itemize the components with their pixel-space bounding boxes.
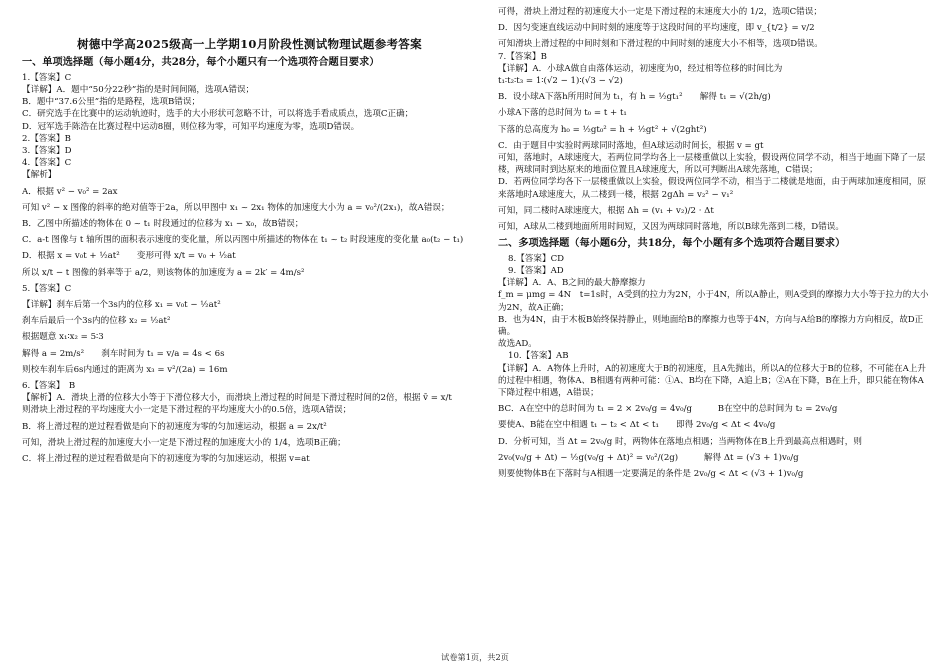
answer-line: 2.【答案】B: [22, 133, 71, 144]
equation-line: 刹车后最后一个3s内的位移 x₂ = ½at²: [22, 316, 171, 327]
equation-line: D．根据 x = v₀t + ½at² 变形可得 x/t = v₀ + ½at: [22, 251, 236, 262]
answer-line: 【详解】A．A物体上升时，A的初速度大于B的初速度，且A先抛出，所以A的位移大于B的位移，不可能在A上升的过程中相遇，物体A、B相遇有两种可能：①A、B均在下降，A追上B；②A在下降，B在上升，即只能在物体A下降过程中相遇，A错误；: [498, 363, 926, 398]
answer-line: 可知滑块上滑过程的中间时刻和下滑过程的中间时刻的速度大小不相等，选项D错误。: [498, 39, 823, 50]
left-column: [22, 6, 477, 469]
page-footer: 试卷第1页，共2页: [441, 652, 509, 662]
answer-line: C．由于题目中实验时两球同时落地，但A球运动时间长，根据 v = gt: [498, 140, 764, 151]
equation-line: 可知，滑块上滑过程的加速度大小一定是下滑过程的加速度大小的 1/4，选项B正确；: [22, 437, 346, 448]
answer-line: 可得，滑块上滑过程的初速度大小一定是下滑过程的末速度大小的 1/2，选项C错误；: [498, 7, 822, 17]
equation-line: C．将上滑过程的逆过程看做是向下的初速度为零的匀加速运动，根据 v=at: [22, 454, 310, 465]
answer-line: 【详解】A．题中“50分22秒”指的是时间间隔，选项A错误；: [22, 85, 255, 96]
answer-line: D．若两位同学均各下一层楼重做以上实验，假设两位同学不动，相当于二楼就是地面，由于两球加速度相同，原来落地时A球速度大，从二楼到一楼，根据 2gΔh = v₂² − v₁²: [498, 177, 926, 200]
equation-line: D．因匀变速直线运动中间时刻的速度等于这段时间的平均速度，即 v_{t/2} = v/2: [498, 23, 815, 34]
equation-line: B．乙图中所描述的物体在 0 ~ t₁ 时段通过的位移为 x₁ − x₀，故B错误；: [22, 219, 304, 230]
equation-line: D．分析可知，当 Δt = 2v₀/g 时，两物体在落地点相遇；当两物体在B上升到最高点相遇时，则: [498, 436, 862, 447]
answer-line: 3.【答案】D: [22, 146, 72, 157]
equation-line: 所以 x/t − t 图像的斜率等于 a/2，则该物体的加速度为 a = 2k′ = 4m/s²: [22, 267, 305, 278]
answer-line: C．研究选手在比赛中的运动轨迹时，选手的大小形状可忽略不计，可以将选手看成质点，选项C正确；: [22, 109, 414, 120]
answer-line: 则滑块上滑过程的平均速度大小一定是下滑过程的平均速度大小的0.5倍，选项A错误；: [22, 405, 352, 416]
answer-line: t₁∶t₂∶t₃ = 1∶(√2 − 1)∶(√3 − √2): [498, 76, 623, 87]
equation-line: A．根据 v² − v₀² = 2ax: [22, 186, 118, 197]
answer-line: 可知，落地时，A球速度大，若两位同学均各上一层楼重做以上实验，假设两位同学不动，相当于地面下降了一层楼，两球同时到达原来的地面位置且A球速度大，所以可判断出A球先落地，C错误；: [498, 153, 926, 176]
answer-line: 5.【答案】C: [22, 283, 72, 294]
answer-line: 10.【答案】AB: [508, 351, 569, 362]
answer-line: 9.【答案】AD: [508, 265, 564, 276]
equation-line: 则要使物体B在下落时与A相遇一定要满足的条件是 2v₀/g < Δt < (√3 + 1)v₀/g: [498, 468, 804, 479]
answer-line: C．a-t 图像与 t 轴所围的面积表示速度的变化量，所以丙图中所描述的物体在 t₁ ~ t₂ 时段速度的变化量 a₀(t₂ − t₁): [22, 235, 464, 246]
answer-line: 8.【答案】CD: [508, 253, 565, 264]
equation-line: 可知，同二楼时A球速度大，根据 Δh = (v₁ + v₂)/2 · Δt: [498, 205, 714, 216]
equation-line: 可知 v² − x 图像的斜率的绝对值等于2a，所以甲图中 x₁ ~ 2x₁ 物体的加速度大小为 a = v₀²/(2x₁)，故A错误；: [22, 202, 450, 213]
answer-line: 4.【答案】C: [22, 158, 72, 169]
answer-line: 1.【答案】C: [22, 72, 72, 83]
answer-line: 6.【答案】 B: [22, 381, 76, 392]
equation-line: B．将上滑过程的逆过程看做是向下的初速度为零的匀加速运动，根据 a = 2x/t²: [22, 421, 327, 432]
equation-line: 2v₀(v₀/g + Δt) − ½g(v₀/g + Δt)² = v₀²/(2g) 解得 Δt = (√3 + 1)v₀/g: [498, 452, 799, 463]
answer-line: 【解析】: [22, 170, 57, 181]
answer-line: 可知，A球从二楼到地面所用时间短，又因为两球同时落地，所以B球先落到二楼，D错误。: [498, 222, 844, 233]
answer-line: B．也为4N，由于木板B始终保持静止，则地面给B的摩擦力也等于4N，方向与A给B的摩擦力方向相反，故D正确。: [498, 314, 924, 337]
equation-line: 要使A、B能在空中相遇 t₁ − t₂ < Δt < t₁ 即得 2v₀/g < Δt < 4v₀/g: [498, 420, 776, 431]
answer-line: 根据题意 x₁∶x₂ = 5∶3: [22, 332, 104, 343]
answer-line: 小球A下落的总时间为 t₀ = t + t₁: [498, 108, 627, 119]
answer-line: 【解析】A．滑块上滑的位移大小等于下滑位移大小，而滑块上滑过程的时间是下滑过程时间的2倍，根据 v̄ = x/t: [22, 393, 452, 404]
answer-line: D．冠军选手陈浩在比赛过程中运动8圈，则位移为零，可知平均速度为零，选项D错误。: [22, 121, 360, 132]
equation-line: BC．A在空中的总时间为 t₁ = 2 × 2v₀/g = 4v₀/g B在空中的总时间为 t₂ = 2v₀/g: [498, 404, 838, 415]
answer-line: 【详解】A．A、B之间的最大静摩擦力: [498, 278, 646, 289]
right-column: [498, 6, 930, 484]
section-single-choice-heading: 一、单项选择题（每小题4分，共28分，每个小题只有一个选项符合题目要求）: [22, 56, 380, 69]
equation-line: B．设小球A下落h所用时间为 t₁，有 h = ½gt₁² 解得 t₁ = √(2h/g): [498, 92, 771, 103]
page-title: 树德中学高2025级高一上学期10月阶段性测试物理试题参考答案: [77, 37, 422, 51]
section-multi-choice-heading: 二、多项选择题（每小题6分，共18分，每个小题有多个选项符合题目要求）: [498, 237, 846, 250]
answer-line: B．题中“37.6公里”指的是路程，选项B错误；: [22, 97, 201, 108]
answer-line: 故选AD。: [498, 339, 537, 350]
equation-line: 则校车刹车后6s内通过的距离为 x₃ = v²/(2a) = 16m: [22, 364, 228, 375]
equation-line: 下落的总高度为 h₀ = ½gt₀² = h + ½gt² + √(2ght²): [498, 124, 707, 135]
equation-line: 解得 a = 2m/s² 刹车时间为 t₁ = v/a = 4s < 6s: [22, 348, 225, 359]
answer-line: 7.【答案】B: [498, 51, 547, 62]
answer-line: 【详解】A．小球A做自由落体运动，初速度为0，经过相等位移的时间比为: [498, 63, 783, 74]
equation-line: 【详解】刹车后第一个3s内的位移 x₁ = v₀t − ½at²: [22, 300, 221, 311]
answer-line: f_m = μmg = 4N t=1s时，A受到的拉力为2N，小于4N，所以A静止，则A受到的摩擦力大小等于拉力的大小为2N，故A正确；: [498, 290, 929, 313]
